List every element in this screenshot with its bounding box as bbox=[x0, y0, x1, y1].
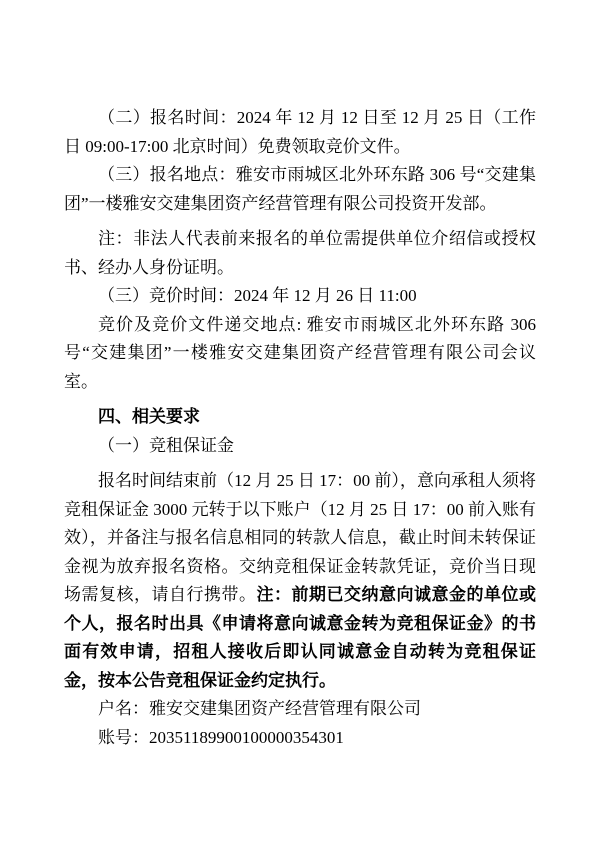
para-bid-place: 竞价及竞价文件递交地点: 雅安市雨城区北外环东路 306 号“交建集团”一楼雅安交建集团资产经营管理有限公司会议室。 bbox=[64, 314, 536, 391]
para-signup-place: （三）报名地点：雅安市雨城区北外环东路 306 号“交建集团”一楼雅安交建集团资产经营管理有限公司投资开发部。 bbox=[64, 165, 536, 213]
para-deposit bbox=[64, 467, 536, 695]
para-signup-time: （二）报名时间：2024 年 12 月 12 日至 12 月 25 日（工作日 09:00-17:00 北京时间）免费领取竞价文件。 bbox=[64, 108, 536, 156]
account-name-line bbox=[64, 695, 536, 724]
subheading-deposit: （一）竞租保证金 bbox=[98, 435, 234, 455]
deposit-note-text: 注：前期已交纳意向诚意金的单位或个人，报名时出具《申请将意向诚意金转为竞租保证金》的书面有效申请，招租人接收后即认同诚意金自动转为竞租保证金，按本公告竞租保证金约定执行。 bbox=[64, 585, 536, 690]
account-number-line bbox=[64, 724, 536, 753]
account-name-value: 雅安交建集团资产经营管理有限公司 bbox=[149, 699, 421, 718]
heading-requirements: 四、相关要求 bbox=[98, 407, 200, 426]
para-note-agent: 注：非法人代表前来报名的单位需提供单位介绍信或授权书、经办人身份证明。 bbox=[64, 229, 536, 277]
account-name-label: 户名： bbox=[98, 699, 149, 718]
account-number-value: 20351189900100000354301 bbox=[149, 727, 344, 747]
para-bid-time: （三）竞价时间：2024 年 12 月 26 日 11:00 bbox=[98, 286, 417, 305]
account-number-label: 账号： bbox=[98, 727, 149, 747]
deposit-main-text: 报名时间结束前（12 月 25 日 17：00 前），意向承租人须将竞租保证金 3000 元转于以下账户（12 月 25 日 17：00 前入账有效），并备注与报名信息相同的转款人信息，截止时间未转保证金视为放弃报名资格。交纳竞租保证金转款凭证，竞价当日现场需复核，请自行携带。 bbox=[64, 471, 536, 604]
